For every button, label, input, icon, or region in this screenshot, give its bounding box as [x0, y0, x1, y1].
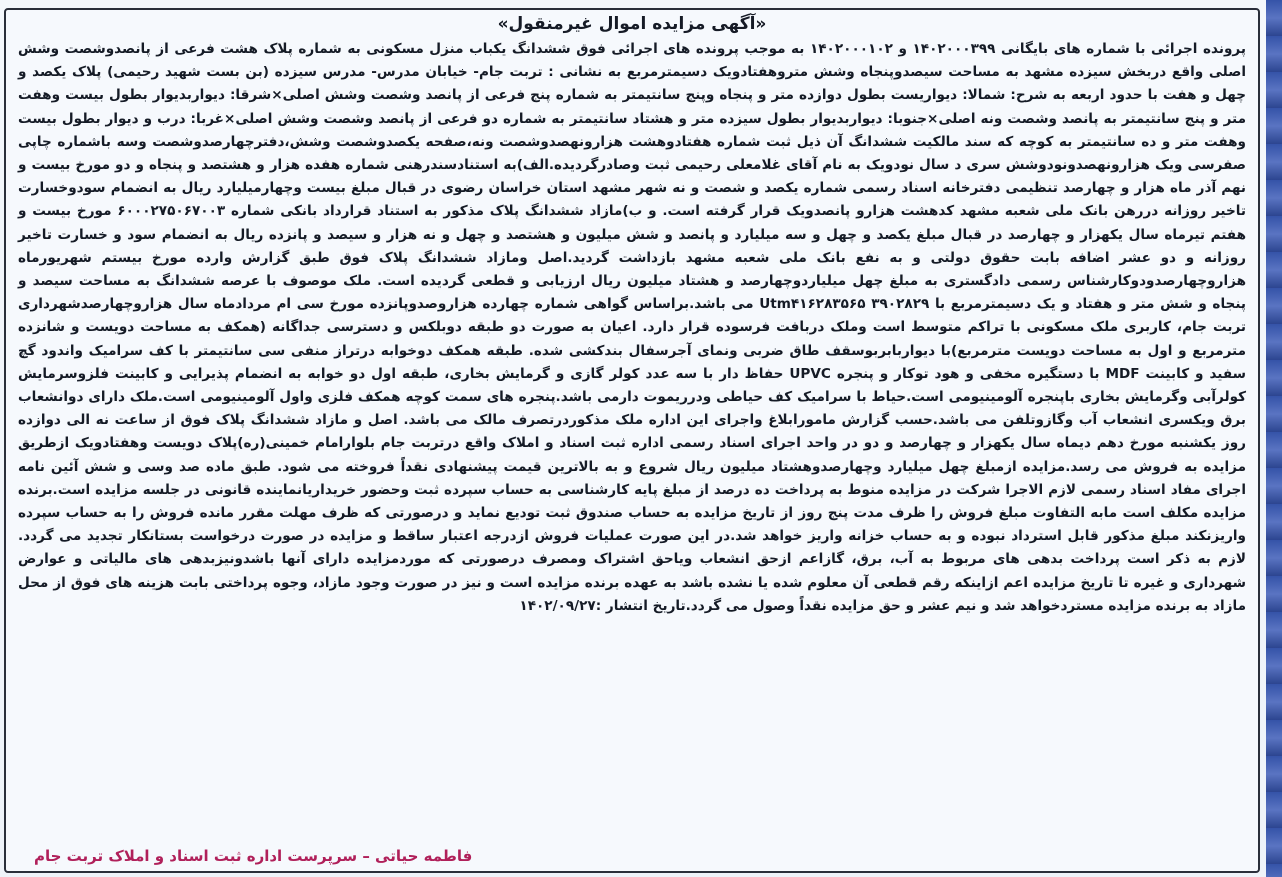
edge-stripe: [1266, 0, 1282, 877]
notice-frame: [4, 8, 1260, 873]
notice-title: «آگهی مزایده اموال غیرمنقول»: [497, 14, 767, 34]
notice-signature: فاطمه حیاتی – سرپرست اداره ثبت اسناد و املاک تربت جام: [34, 847, 473, 865]
notice-body: پرونده اجرائی با شماره های بایگانی ۱۴۰۲۰۰۰۳۹۹ و ۱۴۰۲۰۰۰۱۰۲ به موجب پرونده های اجرائی فوق ششدانگ یکباب منزل مسکونی به شماره پلاک هشت فرعی از پانصدوشصت وشش اصلی واقع دربخش سیزده مشهد به مساحت سیصدوپنجاه وشش متروهفتادویک دسیمترمربع به نشانی : تربت جام- خیابان مدرس- مدرس سیزده (بن بست شهید رحیمی) پلاک یکصد و چهل و هفت با حدود اربعه به شرح: شمالا: دیواریست بطول دوازده متر و پنجاه وپنج سانتیمتر به شماره پنج فرعی از پانصد وشصت وشش اصلی×شرقا: دیواربدیوار بطول بیست وهفت متر و پنج سانتیمتر به پانصد وشصت ونه اصلی×جنوبا: دیواربدیوار بطول سیزده متر و هشتاد سانتیمتر به شماره دو فرعی از پانصد وشصت وشش اصلی×غربا: درب و دیوار بطول بیست وهفت متر و ده سانتیمتر به کوچه که سند مالکیت ششدانگ آن ذیل ثبت شماره هفتادوهشت هزارونهصدوشصت ونه،صفحه یکصدوشصت وشش،دفترچهارصدوشصت وسه باشماره چاپی صفرسی ویک هزارونهصدونودوشش سری د سال نودویک به نام آقای غلامعلی رحیمی ثبت وصادرگردیده.الف)به استنادسندرهنی شماره هفده هزار و هشتصد و پنجاه و دو مورخ بیست و نهم آذر ماه هزار و چهارصد تنظیمی دفترخانه اسناد رسمی شماره یکصد و شصت و نه شهر مشهد استان خراسان رضوی در قبال مبلغ بیست وچهارمیلیارد ریال به انضمام سودوخسارت تاخیر روزانه دررهن بانک ملی شعبه مشهد کدهشت هزارو پانصدویک قرار گرفته است. و ب)مازاد ششدانگ پلاک مذکور به استناد قرارداد بانکی شماره ۶۰۰۰۲۷۵۰۶۷۰۰۳ مورخ بیست و هفتم تیرماه سال یکهزار و چهارصد در قبال مبلغ یکصد و چهل و سه میلیارد و پانصد و شش میلیون و هشتصد و چهل و نه هزار و سیصد و پانزده ریال به انضمام سود و خسارت تاخیر روزانه و دو عشر اضافه بابت حقوق دولتی و به نفع بانک ملی شعبه مشهد بازداشت گردید.اصل ومازاد ششدانگ پلاک فوق طبق گزارش وارده مورخ بیستم شهریورماه هزاروچهارصدودوکارشناس رسمی دادگستری به مبلغ چهل میلیاردوچهارصد و هشتاد میلیون ریال ارزیابی و قطعی گردیده است. ملک موصوف با عرصه ششدانگ به مساحت سیصد و پنجاه و شش متر و هفتاد و یک دسیمترمربع با Utm۴۱۶۲۸۳۵۶۵ ۳۹۰۲۸۲۹ می باشد.براساس گواهی شماره چهارده هزاروصدوپانزده مورخ سی ام مردادماه سال هزاروچهارصدشهرداری تربت جام، کاربری ملک مسکونی با تراکم متوسط است وملک دربافت فرسوده قرار دارد. اعیان به صورت دو طبقه دوبلکس و دسترسی جداگانه (همکف به مساحت دویست و شانزده مترمربع و اول به مساحت دویست مترمربع)با دیواربابربوسقف طاق ضربی ونمای آجرسفال بندکشی شده. طبقه همکف دوخوابه درتراز منفی سی سانتیمتر با کف سرامیک واندود گچ سفید و کابینت MDF با دستگیره مخفی و هود توکار و پنجره UPVC حفاظ دار با سه عدد کولر گازی و گرمایش بخاری، طبقه اول دو خوابه به انضمام پذیرایی و کابینت فلزوسرمایش کولرآبی وگرمایش بخاری باپنجره آلومینیومی است.حیاط با سرامیک کف حیاطی ودرریموت دارمی باشد.پنجره های سمت کوچه همکف فلزی واول آلومینیومی است.ملک دارای دوانشعاب برق ویکسری انشعاب آب وگازوتلفن می باشد.حسب گزارش مامورابلاغ واجرای این اداره ملک مذکوردرتصرف مالک می باشد. اصل و مازاد ششدانگ پلاک فوق از ساعت نه الی دوازده روز یکشنبه مورخ دهم دیماه سال یکهزار و چهارصد و دو در واحد اجرای اسناد رسمی اداره ثبت اسناد و املاک واقع درتربت جام بلوارامام خمینی(ره)پلاک دویست وهفتادویک ازطریق مزایده به فروش می رسد.مزایده ازمبلغ چهل میلیارد وچهارصدوهشتاد میلیون ریال شروع و به بالاترین قیمت پیشنهادی نقداً فروخته می شود. طبق ماده صد وسی و شش آئین نامه اجرای مفاد اسناد رسمی لازم الاجرا شرکت در مزایده منوط به پرداخت ده درصد از مبلغ پایه کارشناسی به حساب سپرده ثبت وحضور خریداریانماینده قانونی در جلسه مزایده است.برنده مزایده مکلف است مابه التفاوت مبلغ فروش را ظرف مدت پنج روز از تاریخ مزایده به حساب صندوق ثبت تودیع نماید و درصورتی که ظرف مهلت مقرر مانده فروش را به حساب سپرده واریزنکند مبلغ مذکور قابل استرداد نبوده و به حساب خزانه واریز خواهد شد.در این صورت عملیات فروش ازدرجه اعتبار ساقط و مزایده در صورت درخواست بستانکار تجدید می گردد. لازم به ذکر است پرداخت بدهی های مربوط به آب، برق، گازاعم ازحق انشعاب ویاحق اشتراک ومصرف درصورتی که موردمزایده دارای آنها باشدونیزبدهی های مالیاتی و عوارض شهرداری و غیره تا تاریخ مزایده اعم ازاینکه رقم قطعی آن معلوم شده یا نشده باشد به عهده برنده مزایده است و نیز در صورت وجود مازاد، وجوه پرداختی بابت هزینه های فوق از محل مازاد به برنده مزایده مستردخواهد شد و نیم عشر و حق مزایده نقداً وصول می گردد.تاریخ انتشار :۱۴۰۲/۰۹/۲۷: [18, 41, 1247, 614]
